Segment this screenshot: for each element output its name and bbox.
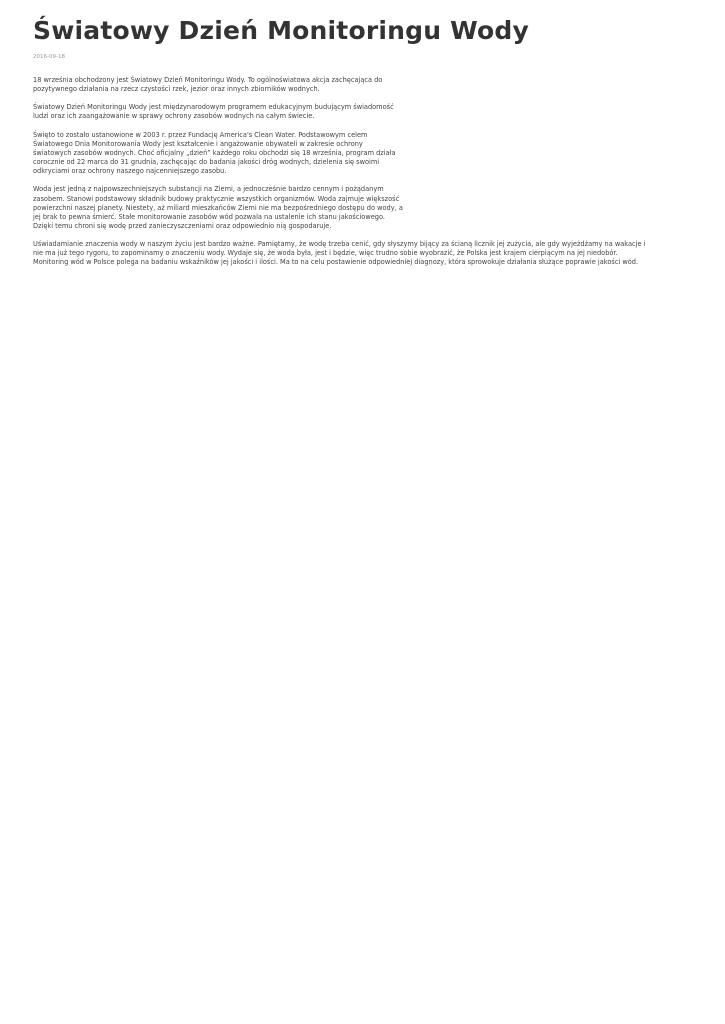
paragraph-intro: 18 września obchodzony jest Światowy Dzień Monitoringu Wody. To ogólnoświatowa akcja zachęcająca do pozytywnego działania na rzecz czystości rzek, jezior oraz innych zbiorników wodnych. (33, 76, 383, 94)
publish-date: 2016-09-18 (33, 54, 65, 60)
paragraph-awareness: Uświadamianie znaczenia wody w naszym życiu jest bardzo ważne. Pamiętamy, że wodę trzeba cenić, gdy słyszymy bijący za ścianą licznik jej zużycia, ale gdy wyjeżdżamy na wakacje i nie ma już tego rygoru, to zapominamy o znaczeniu wody. Wydaje się, że woda była, jest i będzie, więc trudno sobie wyobrazić, że Polska jest krajem cierpiącym na jej niedobór. Monitoring wód w Polsce polega na badaniu wskaźników jej jakości i ilości. Ma to na celu postawienie odpowiedniej diagnozy, która sprowokuje działania służące poprawie jakości wód. (33, 240, 646, 267)
paragraph-water: Woda jest jedną z najpowszechniejszych substancji na Ziemi, a jednocześnie bardzo cennym i pożądanym zasobem. Stanowi podstawowy składnik budowy praktycznie wszystkich organizmów. Woda zajmuje większość powierzchni naszej planety. Niestety, aż miliard mieszkańców Ziemi nie ma bezpośredniego dostępu do wody, a jej brak to pewna śmierć. Stałe monitorowanie zasobów wód pozwala na ustalenie ich stanu jakościowego. Dzięki temu chroni się wodę przed zanieczyszczeniami oraz odpowiednio nią gospodaruje. (33, 185, 403, 230)
paragraph-history: Święto to zostało ustanowione w 2003 r. przez Fundację America's Clean Water. Podstawowym celem Światowego Dnia Monitorowania Wody jest kształcenie i angażowanie obywateli w zakresie ochrony światowych zasobów wodnych. Choć oficjalny „dzień” każdego roku obchodzi się 18 września, program działa corocznie od 22 marca do 31 grudnia, zachęcając do badania jakości dróg wodnych, dzielenia się swoimi odkryciami oraz ochrony naszego najcenniejszego zasobu. (33, 130, 396, 176)
paragraph-program: Światowy Dzień Monitoringu Wody jest międzynarodowym programem edukacyjnym budującym świadomość ludzi oraz ich zaangażowanie w sprawy ochrony zasobów wodnych na całym świecie. (33, 103, 394, 121)
page-title: Światowy Dzień Monitoringu Wody (33, 16, 529, 45)
article-body (33, 76, 713, 267)
article (33, 14, 713, 277)
